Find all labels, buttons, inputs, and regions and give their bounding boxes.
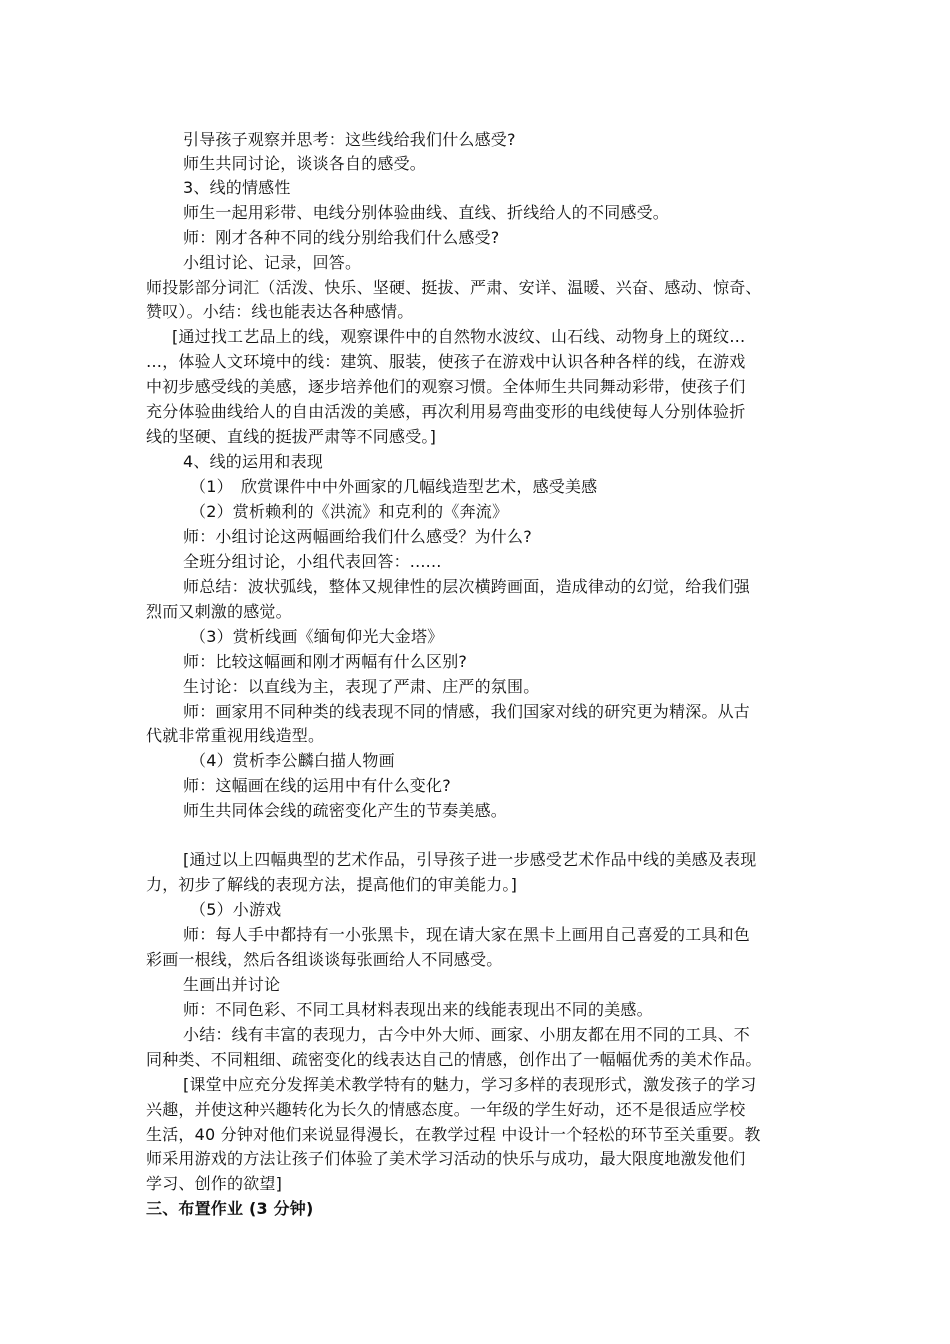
text-line: （1） 欣赏课件中中外画家的几幅线造型艺术，感受美感 — [190, 477, 598, 496]
text-line: 师：比较这幅画和刚才两幅有什么区别? — [183, 652, 468, 671]
text-line: 师生共同讨论，谈谈各自的感受。 — [183, 154, 427, 173]
text-line: 师投影部分词汇（活泼、快乐、坚硬、挺拔、严肃、安详、温暖、兴奋、感动、惊奇、 — [146, 278, 762, 297]
text-line: （4）赏析李公麟白描人物画 — [190, 751, 395, 770]
text-line: 兴趣，并使这种兴趣转化为长久的情感态度。一年级的学生好动，还不是很适应学校 — [146, 1100, 746, 1119]
section-heading: 3、线的情感性 — [183, 178, 291, 197]
text-line: 生讨论：以直线为主，表现了严肃、庄严的氛围。 — [183, 677, 540, 696]
text-line: [通过以上四幅典型的艺术作品，引导孩子进一步感受艺术作品中线的美感及表现 — [183, 850, 757, 869]
text-line: 学习、创作的欲望] — [146, 1174, 283, 1193]
text-line: 师：不同色彩、不同工具材料表现出来的线能表现出不同的美感。 — [183, 1000, 653, 1019]
text-line: 师：刚才各种不同的线分别给我们什么感受? — [183, 228, 500, 247]
text-line: [课堂中应充分发挥美术教学特有的魅力，学习多样的表现形式，激发孩子的学习 — [183, 1075, 757, 1094]
text-line: 同种类、不同粗细、疏密变化的线表达自己的情感，创作出了一幅幅优秀的美术作品。 — [146, 1050, 762, 1069]
text-line: 赞叹）。小结：线也能表达各种感情。 — [146, 302, 414, 321]
text-line: 充分体验曲线给人的自由活泼的美感，再次利用易弯曲变形的电线使每人分别体验折 — [146, 402, 746, 421]
text-line: 彩画一根线，然后各组谈谈每张画给人不同感受。 — [146, 950, 503, 969]
text-line: 师生一起用彩带、电线分别体验曲线、直线、折线给人的不同感受。 — [183, 203, 670, 222]
text-line: 师生共同体会线的疏密变化产生的节奏美感。 — [183, 801, 508, 820]
text-line: …，体验人文环境中的线：建筑、服装，使孩子在游戏中认识各种各样的线，在游戏 — [146, 352, 746, 371]
text-line: 中初步感受线的美感，逐步培养他们的观察习惯。全体师生共同舞动彩带，使孩子们 — [146, 377, 746, 396]
text-line: 力，初步了解线的表现方法，提高他们的审美能力。] — [146, 875, 518, 894]
text-line: 生活，40 分钟对他们来说显得漫长，在教学过程 中设计一个轻松的环节至关重要。教 — [146, 1125, 761, 1144]
text-line: 师：每人手中都持有一小张黑卡，现在请大家在黑卡上画用自己喜爱的工具和色 — [183, 925, 751, 944]
text-line: 烈而又刺激的感觉。 — [146, 602, 292, 621]
text-line: 师：这幅画在线的运用中有什么变化? — [183, 776, 451, 795]
text-line: [通过找工艺品上的线，观察课件中的自然物水波纹、山石线、动物身上的斑纹… — [172, 327, 746, 346]
text-line: 师总结：波状弧线，整体又规律性的层次横跨画面，造成律动的幻觉，给我们强 — [183, 577, 751, 596]
text-line: 小组讨论、记录，回答。 — [183, 253, 362, 272]
section-heading: 4、线的运用和表现 — [183, 452, 323, 471]
text-line: 线的坚硬、直线的挺拔严肃等不同感受。] — [146, 427, 437, 446]
text-line: 生画出并讨论 — [183, 975, 281, 994]
text-line: 代就非常重视用线造型。 — [146, 726, 325, 745]
text-line: （3）赏析线画《缅甸仰光大金塔》 — [190, 627, 444, 646]
text-line: 引导孩子观察并思考：这些线给我们什么感受? — [183, 130, 516, 149]
text-line: 全班分组讨论，小组代表回答：...... — [183, 552, 442, 571]
text-line: 师：画家用不同种类的线表现不同的情感，我们国家对线的研究更为精深。从古 — [183, 702, 751, 721]
text-line: 小结：线有丰富的表现力，古今中外大师、画家、小朋友都在用不同的工具、不 — [183, 1025, 751, 1044]
text-line: 师采用游戏的方法让孩子们体验了美术学习活动的快乐与成功，最大限度地激发他们 — [146, 1149, 746, 1168]
section-heading: 三、布置作业 (3 分钟) — [146, 1199, 314, 1218]
text-line: （5）小游戏 — [190, 900, 282, 919]
text-line: 师：小组讨论这两幅画给我们什么感受？为什么? — [183, 527, 532, 546]
text-line: （2）赏析赖利的《洪流》和克利的《奔流》 — [190, 502, 509, 521]
